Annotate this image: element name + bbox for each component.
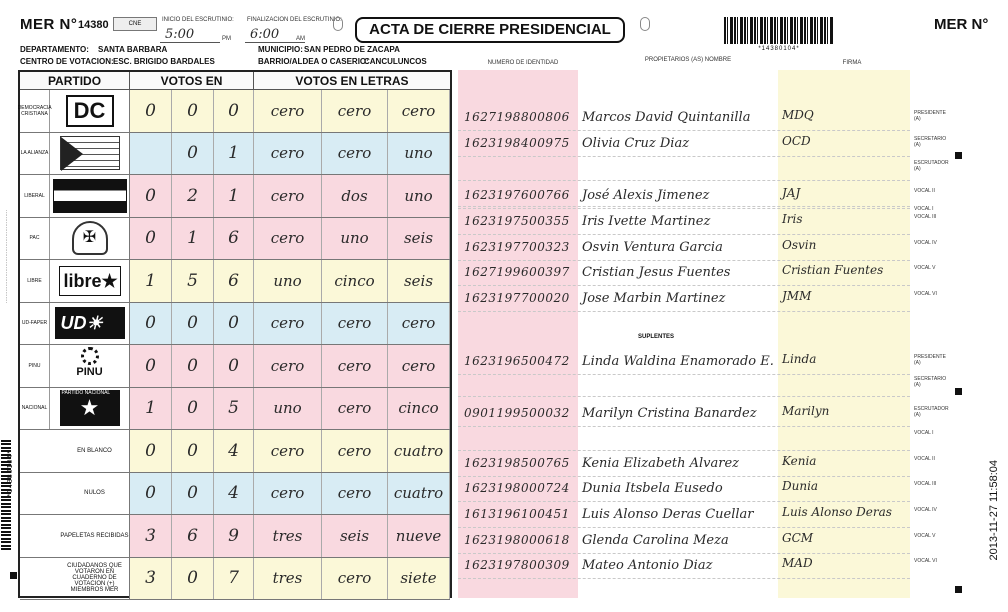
- party-logo: [50, 175, 130, 217]
- municipio-value: SAN PEDRO DE ZACAPA: [304, 45, 400, 54]
- header-barcode-number: *14380104*: [758, 46, 800, 52]
- member-dni: 1623197700020: [464, 291, 570, 305]
- tally-label: EN BLANCO: [20, 430, 130, 472]
- header-barcode: [724, 17, 834, 44]
- member-role: VOCAL I: [914, 206, 934, 212]
- member-name: Luis Alonso Deras Cuellar: [582, 507, 754, 522]
- member-signature: Luis Alonso Deras: [782, 505, 892, 519]
- vote-row: [20, 515, 450, 558]
- votes-number-digit: [130, 133, 172, 175]
- member-signature: Marilyn: [782, 404, 830, 418]
- party-name: LA ALIANZA: [20, 133, 50, 175]
- votes-word: cero: [322, 133, 388, 175]
- member-role: VOCAL III: [914, 481, 937, 487]
- party-logo-mark: ✠: [72, 221, 108, 255]
- member-name: Iris Ivette Martinez: [582, 214, 711, 229]
- col-header-firma: FIRMA: [842, 60, 862, 66]
- finalizacion-ampm: AM: [296, 36, 305, 42]
- votes-number-digit: 9: [214, 515, 254, 557]
- col-header-letras: VOTOS EN LETRAS: [254, 72, 450, 90]
- party-name: PAC: [20, 218, 50, 260]
- votes-word: cero: [322, 430, 388, 472]
- votes-word: cero: [322, 388, 388, 430]
- votes-word: siete: [388, 558, 450, 600]
- member-role: VOCAL VI: [914, 291, 937, 297]
- member-signature: MDQ: [782, 108, 814, 122]
- votes-number-digit: 0: [172, 90, 214, 132]
- mer-label-right: MER N°: [934, 16, 989, 33]
- party-name: LIBRE: [20, 260, 50, 302]
- inicio-underline: [160, 42, 220, 43]
- member-role: VOCAL VI: [914, 558, 937, 564]
- party-logo: [50, 303, 130, 345]
- acta-title: ACTA DE CIERRE PRESIDENCIAL: [355, 17, 625, 43]
- member-role: VOCAL V: [914, 265, 936, 271]
- member-name: Marilyn Cristina Banardez: [582, 406, 757, 421]
- tally-label: PAPELETAS RECIBIDAS: [20, 515, 130, 557]
- departamento-value: SANTA BARBARA: [98, 45, 168, 54]
- votes-number-digit: 5: [172, 260, 214, 302]
- member-dni: 1623197700323: [464, 240, 570, 254]
- vote-row: [20, 303, 450, 346]
- vote-row: [20, 260, 450, 303]
- member-role: SECRETARIO (A): [914, 376, 947, 388]
- party-logo-mark: [60, 136, 120, 170]
- votes-word: seis: [388, 260, 450, 302]
- votes-word: cero: [254, 303, 322, 345]
- member-dni: 1623198000618: [464, 533, 570, 547]
- member-signature: Linda: [782, 352, 817, 366]
- col-header-dni: NUMERO DE IDENTIDAD: [487, 60, 559, 66]
- votes-number-digit: 4: [214, 430, 254, 472]
- party-logo: [50, 90, 130, 132]
- votes-number-digit: 0: [172, 303, 214, 345]
- alignment-dot: [955, 586, 962, 593]
- votes-number-digit: 0: [172, 558, 214, 600]
- votes-number-digit: 0: [172, 388, 214, 430]
- finalizacion-time: 6:00: [250, 27, 280, 42]
- member-role: VOCAL I: [914, 430, 934, 436]
- vote-row: [20, 388, 450, 431]
- votes-word: uno: [254, 260, 322, 302]
- votes-word: cero: [322, 473, 388, 515]
- member-name: Linda Waldina Enamorado E.: [582, 354, 774, 369]
- votes-number-digit: 6: [214, 260, 254, 302]
- votes-number-digit: 5: [214, 388, 254, 430]
- votes-word: cero: [254, 345, 322, 387]
- votes-word: tres: [254, 515, 322, 557]
- votes-number-digit: 6: [172, 515, 214, 557]
- col-header-numeros: VOTOS EN: [130, 72, 254, 90]
- member-row-line: [458, 285, 910, 286]
- member-row-line: [458, 260, 910, 261]
- vote-row: [20, 345, 450, 388]
- member-name: José Alexis Jimenez: [582, 188, 710, 203]
- mer-label: MER N°: [20, 16, 78, 33]
- votes-number-digit: 0: [130, 303, 172, 345]
- votes-word: cero: [254, 218, 322, 260]
- votes-word: nueve: [388, 515, 450, 557]
- departamento-label: DEPARTAMENTO:: [20, 45, 89, 54]
- votes-number-digit: 0: [172, 430, 214, 472]
- pinu-sun-icon: [81, 347, 99, 365]
- votes-word: cero: [388, 303, 450, 345]
- votes-number-digit: 0: [130, 90, 172, 132]
- party-logo-text: ★: [79, 395, 100, 421]
- member-row-line: [458, 206, 910, 207]
- party-logo-mark: [60, 390, 120, 426]
- member-row-line: [458, 180, 910, 181]
- alignment-dot: [955, 388, 962, 395]
- party-logo: [50, 388, 130, 430]
- votes-word: cero: [254, 90, 322, 132]
- member-role: PRESIDENTE (A): [914, 354, 946, 366]
- votes-word: uno: [388, 175, 450, 217]
- inicio-time: 5:00: [165, 27, 195, 42]
- member-signature: MAD: [782, 556, 813, 570]
- votes-number-digit: 0: [172, 133, 214, 175]
- votes-number-digit: 1: [172, 218, 214, 260]
- vote-row: [20, 133, 450, 176]
- member-row-line: [458, 476, 910, 477]
- member-dni: 1623198400975: [464, 136, 570, 150]
- left-barcode-number: *14380104*: [7, 450, 14, 497]
- votes-word: dos: [322, 175, 388, 217]
- member-role: VOCAL V: [914, 533, 936, 539]
- member-role: PRESIDENTE (A): [914, 110, 946, 122]
- votes-word: cero: [322, 558, 388, 600]
- col-header-names: PROPIETARIOS (AS) NOMBRE: [644, 57, 732, 63]
- votes-number-digit: 0: [130, 218, 172, 260]
- member-dni: 1623197600766: [464, 188, 570, 202]
- suplentes-label: SUPLENTES: [638, 334, 675, 340]
- member-name: Cristian Jesus Fuentes: [582, 265, 731, 280]
- votes-word: cero: [322, 345, 388, 387]
- member-signature: Iris: [782, 212, 803, 226]
- left-margin-fineprint: ························································: [4, 210, 10, 304]
- member-dni: 1613196100451: [464, 507, 570, 521]
- member-row-line: [458, 396, 910, 397]
- finalizacion-underline: [245, 42, 305, 43]
- party-logo-mark: [70, 347, 110, 385]
- party-name: UD-FAPER: [20, 303, 50, 345]
- votes-word: tres: [254, 558, 322, 600]
- votes-word: cero: [254, 175, 322, 217]
- votes-word: cinco: [388, 388, 450, 430]
- member-role: VOCAL III: [914, 214, 937, 220]
- inicio-label: INICIO DEL ESCRUTINIO:: [162, 17, 234, 23]
- votes-word: seis: [322, 515, 388, 557]
- member-row-line: [458, 553, 910, 554]
- votes-number-digit: 3: [130, 515, 172, 557]
- votes-number-digit: 0: [214, 90, 254, 132]
- votes-word: uno: [322, 218, 388, 260]
- votes-word: cero: [322, 303, 388, 345]
- member-signature: Dunia: [782, 479, 819, 493]
- member-signature: JAJ: [782, 186, 801, 200]
- party-logo: [50, 218, 130, 260]
- votes-word: cuatro: [388, 473, 450, 515]
- party-logo-mark: DC: [66, 95, 114, 127]
- member-row-line: [458, 527, 910, 528]
- member-role: VOCAL II: [914, 456, 935, 462]
- member-row-line: [458, 156, 910, 157]
- member-row-line: [458, 234, 910, 235]
- member-dni: 1623198500765: [464, 456, 570, 470]
- votes-number-digit: 0: [172, 473, 214, 515]
- votes-number-digit: 0: [130, 345, 172, 387]
- tally-label: CIUDADANOS QUE VOTARON EN CUADERNO DE VOTACION (+) MIEMBROS MER: [20, 558, 130, 600]
- member-row-line: [458, 130, 910, 131]
- registration-mark: [640, 17, 650, 31]
- member-name: Marcos David Quintanilla: [582, 110, 751, 125]
- member-name: Mateo Antonio Diaz: [582, 558, 713, 573]
- votes-number-digit: 1: [214, 133, 254, 175]
- alignment-dot: [10, 572, 17, 579]
- member-name: Olivia Cruz Diaz: [582, 136, 690, 151]
- party-logo-text: PINU: [76, 365, 103, 378]
- member-row-line: [458, 311, 910, 312]
- member-signature: OCD: [782, 134, 811, 148]
- scan-timestamp: 2013-11-27 11:58:04: [988, 460, 1000, 561]
- votes-word: cuatro: [388, 430, 450, 472]
- member-role: ESCRUTADOR (A): [914, 406, 949, 418]
- member-name: Dunia Itsbela Eusedo: [582, 481, 723, 496]
- party-logo-mark: libre★: [59, 266, 121, 296]
- party-logo: [50, 345, 130, 387]
- member-row-line: [458, 208, 910, 209]
- member-signature: GCM: [782, 531, 814, 545]
- votes-number-digit: 1: [130, 388, 172, 430]
- votes-number-digit: 3: [130, 558, 172, 600]
- votes-word: seis: [388, 218, 450, 260]
- member-role: VOCAL IV: [914, 240, 937, 246]
- member-dni: 1627198800806: [464, 110, 570, 124]
- votes-number-digit: 0: [172, 345, 214, 387]
- cne-logo: CNE: [113, 17, 157, 31]
- finalizacion-label: FINALIZACION DEL ESCRUTINIO:: [247, 17, 342, 23]
- votes-number-digit: 1: [214, 175, 254, 217]
- party-logo: [50, 260, 130, 302]
- votes-word: cero: [388, 345, 450, 387]
- centro-value: ESC. BRIGIDO BARDALES: [113, 57, 215, 66]
- member-name: Kenia Elizabeth Alvarez: [582, 456, 740, 471]
- votes-word: uno: [254, 388, 322, 430]
- registration-mark: [333, 17, 343, 31]
- party-name: DEMOCRACIA CRISTIANA: [20, 90, 50, 132]
- party-name: LIBERAL: [20, 175, 50, 217]
- member-signature: Cristian Fuentes: [782, 263, 884, 277]
- votes-word: cinco: [322, 260, 388, 302]
- votes-number-digit: 0: [214, 345, 254, 387]
- member-row-line: [458, 374, 910, 375]
- member-signature: Osvin: [782, 238, 817, 252]
- party-logo-mark: UD☀: [55, 307, 125, 339]
- votes-word: cero: [254, 430, 322, 472]
- party-logo-caption: PARTIDO NACIONAL: [61, 390, 111, 397]
- member-name: Jose Marbin Martinez: [582, 291, 726, 306]
- member-row-line: [458, 501, 910, 502]
- inicio-ampm: PM: [222, 36, 231, 42]
- municipio-label: MUNICIPIO:: [258, 45, 303, 54]
- votes-number-digit: 1: [130, 260, 172, 302]
- votes-word: cero: [254, 473, 322, 515]
- centro-label: CENTRO DE VOTACION:: [20, 57, 114, 66]
- mer-number: 14380: [78, 19, 109, 31]
- vote-row: [17, 90, 450, 133]
- votes-number-digit: 0: [130, 430, 172, 472]
- vote-row: [20, 218, 450, 261]
- party-name: NACIONAL: [20, 388, 50, 430]
- mer-members-table: [458, 58, 952, 598]
- member-row-line: [458, 578, 910, 579]
- member-dni: 0901199500032: [464, 406, 570, 420]
- vote-row: [20, 430, 450, 473]
- col-header-partido: PARTIDO: [20, 72, 130, 90]
- barrio-value: CANCULUNCOS: [364, 57, 427, 66]
- votes-number-digit: 4: [214, 473, 254, 515]
- member-row-line: [458, 426, 910, 427]
- party-logo-mark: [53, 179, 127, 213]
- member-dni: 1623198000724: [464, 481, 570, 495]
- member-dni: 1623197800309: [464, 558, 570, 572]
- votes-word: cero: [254, 133, 322, 175]
- barrio-label: BARRIO/ALDEA O CASERIO:: [258, 57, 369, 66]
- votes-number-digit: 0: [214, 303, 254, 345]
- votes-number-digit: 0: [130, 175, 172, 217]
- member-role: SECRETARIO (A): [914, 136, 947, 148]
- member-signature: Kenia: [782, 454, 817, 468]
- member-dni: 1623196500472: [464, 354, 570, 368]
- member-role: VOCAL IV: [914, 507, 937, 513]
- member-role: ESCRUTADOR (A): [914, 160, 949, 172]
- votes-word: cero: [322, 90, 388, 132]
- votes-number-digit: 0: [130, 473, 172, 515]
- votes-number-digit: 6: [214, 218, 254, 260]
- votes-table: [18, 70, 452, 598]
- member-name: Glenda Carolina Meza: [582, 533, 729, 548]
- votes-word: uno: [388, 133, 450, 175]
- alignment-dot: [955, 152, 962, 159]
- member-dni: 1623197500355: [464, 214, 570, 228]
- tally-label: NULOS: [20, 473, 130, 515]
- party-name: PINU: [20, 345, 50, 387]
- member-row-line: [458, 450, 910, 451]
- member-role: VOCAL II: [914, 188, 935, 194]
- party-logo: [50, 133, 130, 175]
- member-dni: 1627199600397: [464, 265, 570, 279]
- member-name: Osvin Ventura Garcia: [582, 240, 723, 255]
- vote-row: [20, 558, 450, 601]
- votes-word: cero: [388, 90, 450, 132]
- vote-row: [20, 473, 450, 516]
- vote-row: [20, 175, 450, 218]
- member-signature: JMM: [782, 289, 812, 303]
- votes-number-digit: 2: [172, 175, 214, 217]
- votes-number-digit: 7: [214, 558, 254, 600]
